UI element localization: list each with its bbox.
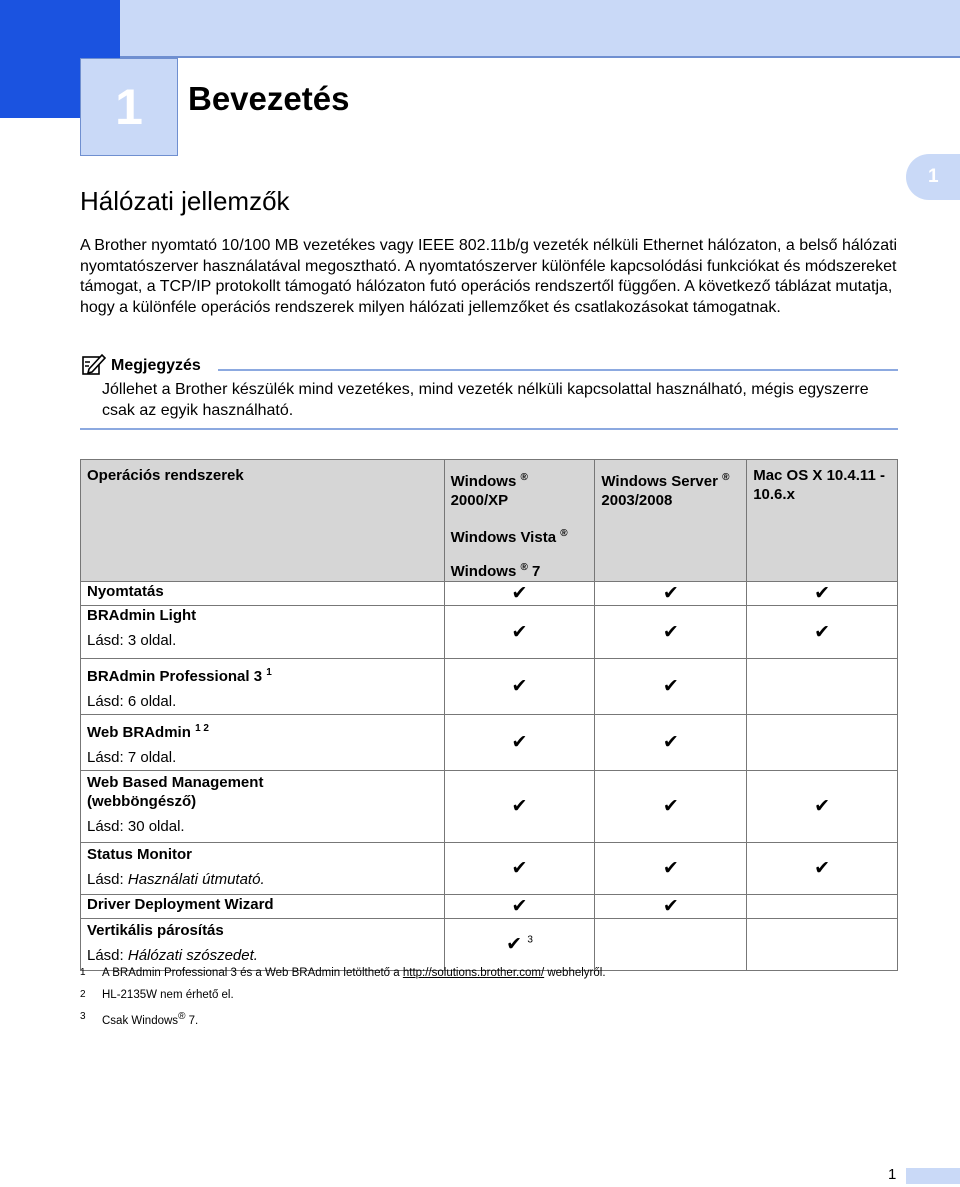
row-label: Nyomtatás xyxy=(87,583,164,600)
chapter-number: 1 xyxy=(80,58,178,156)
note-label: Megjegyzés xyxy=(111,357,201,374)
row-label: BRAdmin Light xyxy=(87,607,197,624)
features-table xyxy=(80,459,898,971)
page-number-bar xyxy=(906,1168,960,1184)
table-row xyxy=(81,895,898,919)
table-row xyxy=(81,715,898,771)
note-top-rule xyxy=(218,369,898,371)
header-band xyxy=(0,0,960,58)
row-label: Status Monitor xyxy=(87,846,192,863)
page-number: 1 xyxy=(888,1166,897,1183)
header-os: Operációs rendszerek xyxy=(81,460,445,582)
table-row xyxy=(81,606,898,659)
row-reference: Lásd: 3 oldal. xyxy=(87,632,177,649)
footnote: 3 Csak Windows® 7. xyxy=(80,1011,199,1027)
check-mark: ✔ xyxy=(747,771,898,843)
check-mark: ✔ xyxy=(595,895,747,919)
footnote: 2 HL-2135W nem érhető el. xyxy=(80,989,234,1001)
row-label: Vertikális párosítás xyxy=(87,922,224,939)
header-mac: Mac OS X 10.4.11 - 10.6.x xyxy=(747,460,898,582)
row-reference: Lásd: 30 oldal. xyxy=(87,818,185,835)
row-label: Driver Deployment Wizard xyxy=(87,896,274,913)
chapter-title: Bevezetés xyxy=(188,80,350,117)
check-mark: ✔ xyxy=(595,843,747,895)
row-label: Web BRAdmin $^{1 2}$ xyxy=(87,723,209,741)
row-reference: Lásd: Hálózati szószedet. xyxy=(87,947,258,964)
check-mark: ✔ xyxy=(747,582,898,606)
check-mark: ✔ xyxy=(444,771,595,843)
row-reference: Lásd: 7 oldal. xyxy=(87,749,177,766)
header-rule xyxy=(120,56,960,58)
check-mark: ✔ xyxy=(595,606,747,659)
table-row xyxy=(81,771,898,843)
check-mark: ✔ xyxy=(747,606,898,659)
table-row xyxy=(81,919,898,971)
check-mark: ✔ xyxy=(444,715,595,771)
check-mark: ✔ xyxy=(444,606,595,659)
check-mark: ✔ xyxy=(444,895,595,919)
intro-paragraph: A Brother nyomtató 10/100 MB vezetékes vagy IEEE 802.11b/g vezeték nélküli Ethernet hálózaton, a belső hálózati nyomtatószerver használatával megosztható. A nyomtatószerver különféle kapcsolódási funkciókat és módszereket támogat, a TCP/IP protokollt támogató hálózaton futó operációs rendszertől függően. A következő táblázat mutatja, hogy a különféle operációs rendszerek milyen hálózati jellemzőket és csatlakozásokat támogatnak. xyxy=(80,237,898,316)
header-windows-server: Windows Server ® 2003/2008 xyxy=(595,460,747,582)
check-mark: ✔ xyxy=(444,659,595,715)
solutions-link[interactable]: http://solutions.brother.com/ xyxy=(402,967,545,979)
side-chapter-tab: 1 xyxy=(906,154,960,200)
check-mark: ✔ xyxy=(595,715,747,771)
check-mark: ✔ xyxy=(747,843,898,895)
section-title: Hálózati jellemzők xyxy=(80,186,290,216)
check-mark: ✔ xyxy=(595,771,747,843)
footnote: 1 A BRAdmin Professional 3 és a Web BRAdmin letölthető a http://solutions.brother.com/ webhelyről. xyxy=(80,967,606,979)
check-mark: ✔ $^3$ xyxy=(444,919,595,971)
table-row xyxy=(81,659,898,715)
check-mark: ✔ xyxy=(444,843,595,895)
table-row xyxy=(81,843,898,895)
table-header-row xyxy=(81,460,898,582)
check-mark: ✔ xyxy=(595,582,747,606)
note-pencil-icon xyxy=(80,351,106,377)
row-reference: Lásd: Használati útmutató. xyxy=(87,871,265,888)
row-reference: Lásd: 6 oldal. xyxy=(87,693,177,710)
check-mark: ✔ xyxy=(444,582,595,606)
header-windows: Windows ® 2000/XP Windows Vista ® Windows ® 7 xyxy=(444,460,595,582)
row-label: Web Based Management (webböngésző) xyxy=(87,774,264,810)
table-row xyxy=(81,582,898,606)
row-label: BRAdmin Professional 3 $^1$ xyxy=(87,667,272,685)
note-text: Jóllehet a Brother készülék mind vezetékes, mind vezeték nélküli kapcsolattal használható, mégis egyszerre csak az egyik használható. xyxy=(102,381,869,419)
check-mark: ✔ xyxy=(595,659,747,715)
note-bottom-rule xyxy=(80,428,898,430)
